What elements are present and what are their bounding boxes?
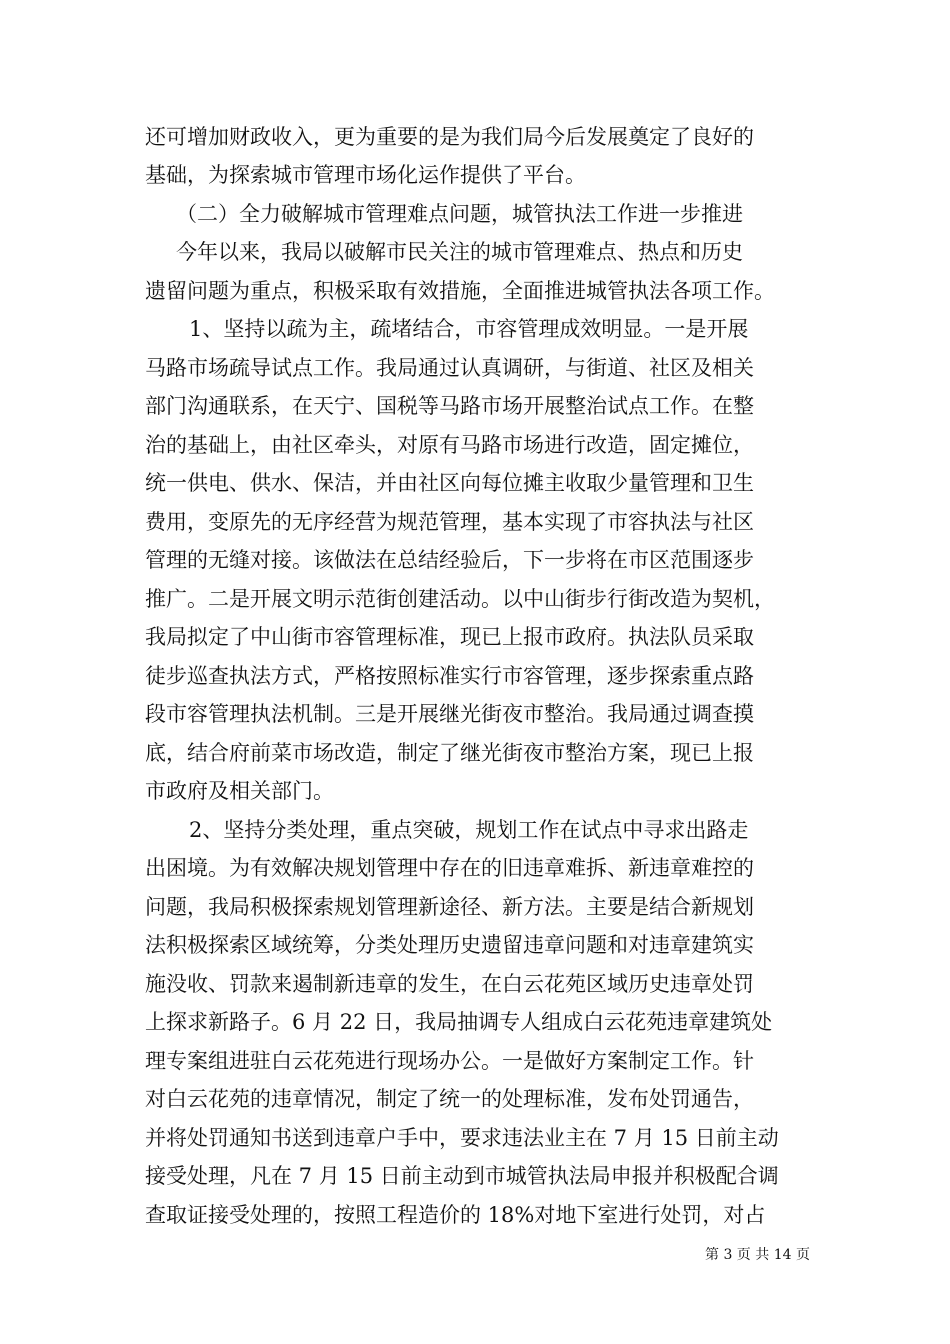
paragraph-first-line: 1、坚持以疏为主，疏堵结合，市容管理成效明显。一是开展 [189, 317, 749, 341]
paragraph-first-line: 2、坚持分类处理，重点突破，规划工作在试点中寻求出路走 [189, 818, 749, 842]
paragraph-first-line: 今年以来，我局以破解市民关注的城市管理难点、热点和历史 [176, 240, 743, 264]
text-line: 段市容管理执法机制。三是开展继光街夜市整治。我局通过调查摸 [145, 702, 754, 726]
text-line: 底，结合府前菜市场改造，制定了继光街夜市整治方案，现已上报 [145, 741, 754, 765]
text-line: 理专案组进驻白云花苑进行现场办公。一是做好方案制定工作。针 [145, 1049, 754, 1073]
text-line: 马路市场疏导试点工作。我局通过认真调研，与街道、社区及相关 [145, 356, 754, 380]
text-line: 还可增加财政收入，更为重要的是为我们局今后发展奠定了良好的 [145, 125, 754, 149]
text-line: 管理的无缝对接。该做法在总结经验后，下一步将在市区范围逐步 [145, 548, 754, 572]
text-line: 出困境。为有效解决规划管理中存在的旧违章难拆、新违章难控的 [145, 856, 754, 880]
text-line: 统一供电、供水、保洁，并由社区向每位摊主收取少量管理和卫生 [145, 471, 754, 495]
text-line: 并将处罚通知书送到违章户手中，要求违法业主在 7 月 15 日前主动 [145, 1126, 779, 1150]
text-line: 施没收、罚款来遏制新违章的发生，在白云花苑区域历史违章处罚 [145, 972, 754, 996]
text-line: 上探求新路子。6 月 22 日，我局抽调专人组成白云花苑违章建筑处 [145, 1010, 773, 1034]
section-heading: （二）全力破解城市管理难点问题，城管执法工作进一步推进 [176, 202, 743, 226]
text-line: 查取证接受处理的，按照工程造价的 18%对地下室进行处罚，对占 [145, 1203, 766, 1227]
text-line: 推广。二是开展文明示范街创建活动。以中山街步行街改造为契机， [145, 587, 775, 611]
text-line: 对白云花苑的违章情况，制定了统一的处理标准，发布处罚通告， [145, 1087, 754, 1111]
text-line: 问题，我局积极探索规划管理新途径、新方法。主要是结合新规划 [145, 895, 754, 919]
text-line: 部门沟通联系，在天宁、国税等马路市场开展整治试点工作。在整 [145, 394, 754, 418]
text-line: 遗留问题为重点，积极采取有效措施，全面推进城管执法各项工作。 [145, 279, 775, 303]
text-line: 费用，变原先的无序经营为规范管理，基本实现了市容执法与社区 [145, 510, 754, 534]
text-line: 法积极探索区域统筹，分类处理历史遗留违章问题和对违章建筑实 [145, 933, 754, 957]
text-line: 市政府及相关部门。 [145, 779, 334, 803]
text-line: 徒步巡查执法方式，严格按照标准实行市容管理，逐步探索重点路 [145, 664, 754, 688]
text-line: 接受处理，凡在 7 月 15 日前主动到市城管执法局申报并积极配合调 [145, 1164, 779, 1188]
text-line: 我局拟定了中山街市容管理标准，现已上报市政府。执法队员采取 [145, 625, 754, 649]
text-line: 治的基础上，由社区牵头，对原有马路市场进行改造，固定摊位， [145, 433, 754, 457]
text-line: 基础，为探索城市管理市场化运作提供了平台。 [145, 163, 586, 187]
page-number-footer: 第 3 页 共 14 页 [705, 1247, 810, 1263]
